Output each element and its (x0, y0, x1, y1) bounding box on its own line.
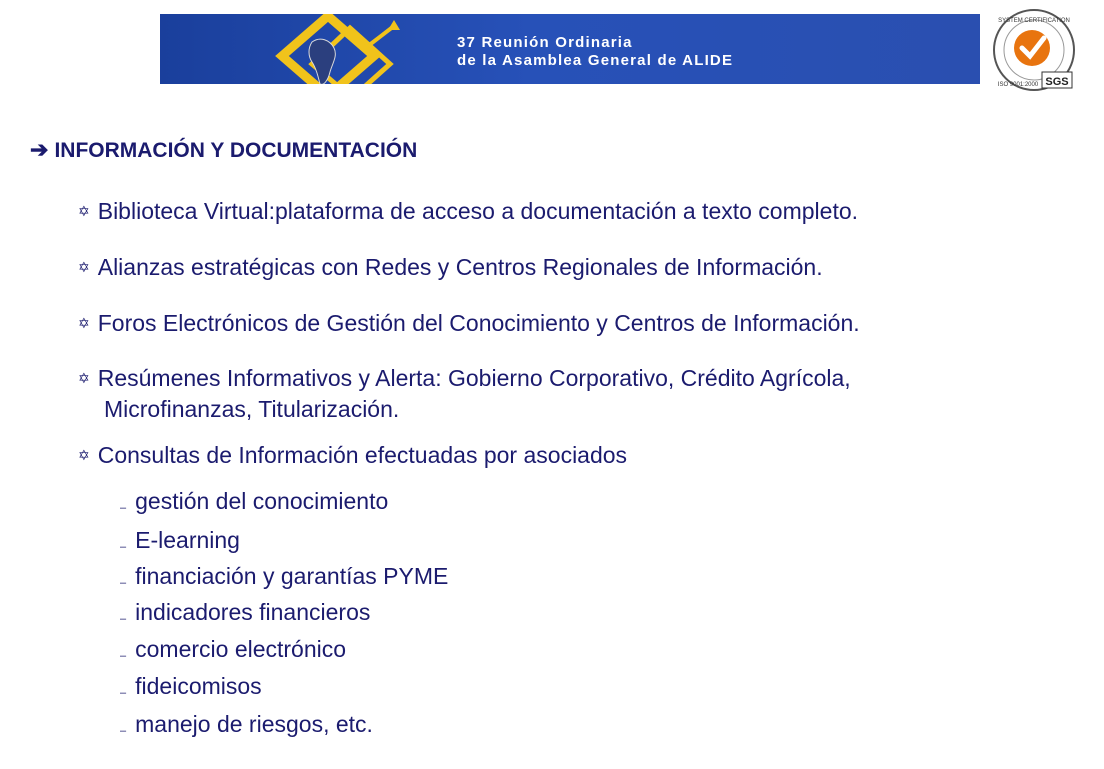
sub-item-text: manejo de riesgos, etc. (135, 711, 373, 737)
section-title-text: INFORMACIÓN Y DOCUMENTACIÓN (54, 139, 418, 162)
bullet-text: Resúmenes Informativos y Alerta: Gobierno Corporativo, Crédito Agrícola, (97, 365, 851, 391)
sub-item-text: comercio electrónico (135, 636, 347, 662)
sub-item-text: E-learning (135, 527, 240, 553)
star-bullet-icon: ✡ (78, 203, 90, 219)
sub-item-text: gestión del conocimiento (135, 488, 389, 514)
right-arrow-icon: ➔ (30, 137, 49, 162)
bullet-text: Alianzas estratégicas con Redes y Centros Regionales de Información. (97, 254, 823, 280)
bullet-item (78, 442, 627, 469)
sub-item (120, 673, 262, 700)
alide-map-emblem-icon (272, 14, 404, 84)
sub-item-text: financiación y garantías PYME (135, 563, 449, 589)
bullet-text: Biblioteca Virtual:plataforma de acceso a documentación a texto completo. (97, 198, 859, 224)
dash-bullet-icon: – (120, 725, 127, 737)
sub-item (120, 599, 370, 626)
dash-bullet-icon: – (120, 613, 127, 625)
header-banner (160, 14, 980, 84)
sub-item (120, 527, 240, 554)
sub-item-text: indicadores financieros (135, 599, 371, 625)
sub-item (120, 711, 373, 738)
badge-bottom-text: ISO 9001:2000 (997, 82, 1039, 88)
sub-item (120, 488, 388, 515)
sub-item (120, 636, 346, 663)
star-bullet-icon: ✡ (78, 370, 90, 386)
iso-9001-sgs-badge-icon (988, 6, 1080, 94)
banner-title-line-2: de la Asamblea General de ALIDE (457, 52, 734, 69)
badge-top-text: SYSTEM CERTIFICATION (998, 18, 1070, 24)
dash-bullet-icon: – (120, 577, 127, 589)
bullet-item (78, 364, 851, 423)
bullet-item (78, 310, 860, 337)
star-bullet-icon: ✡ (78, 259, 90, 275)
bullet-text-continuation: Microfinanzas, Titularización. (104, 396, 400, 422)
bullet-item (78, 254, 823, 281)
sub-item (120, 563, 448, 590)
dash-bullet-icon: – (120, 687, 127, 699)
bullet-item (78, 198, 858, 225)
dash-bullet-icon: – (120, 650, 127, 662)
bullet-text: Foros Electrónicos de Gestión del Conocimiento y Centros de Información. (97, 310, 860, 336)
sub-item-text: fideicomisos (135, 673, 262, 699)
dash-bullet-icon: – (120, 541, 127, 553)
section-title (30, 137, 417, 163)
dash-bullet-icon: – (120, 502, 127, 514)
banner-title-line-1: 37 Reunión Ordinaria (457, 34, 633, 51)
bullet-text: Consultas de Información efectuadas por asociados (97, 442, 628, 468)
star-bullet-icon: ✡ (78, 315, 90, 331)
star-bullet-icon: ✡ (78, 447, 90, 463)
badge-brand-text: SGS (1045, 76, 1069, 88)
